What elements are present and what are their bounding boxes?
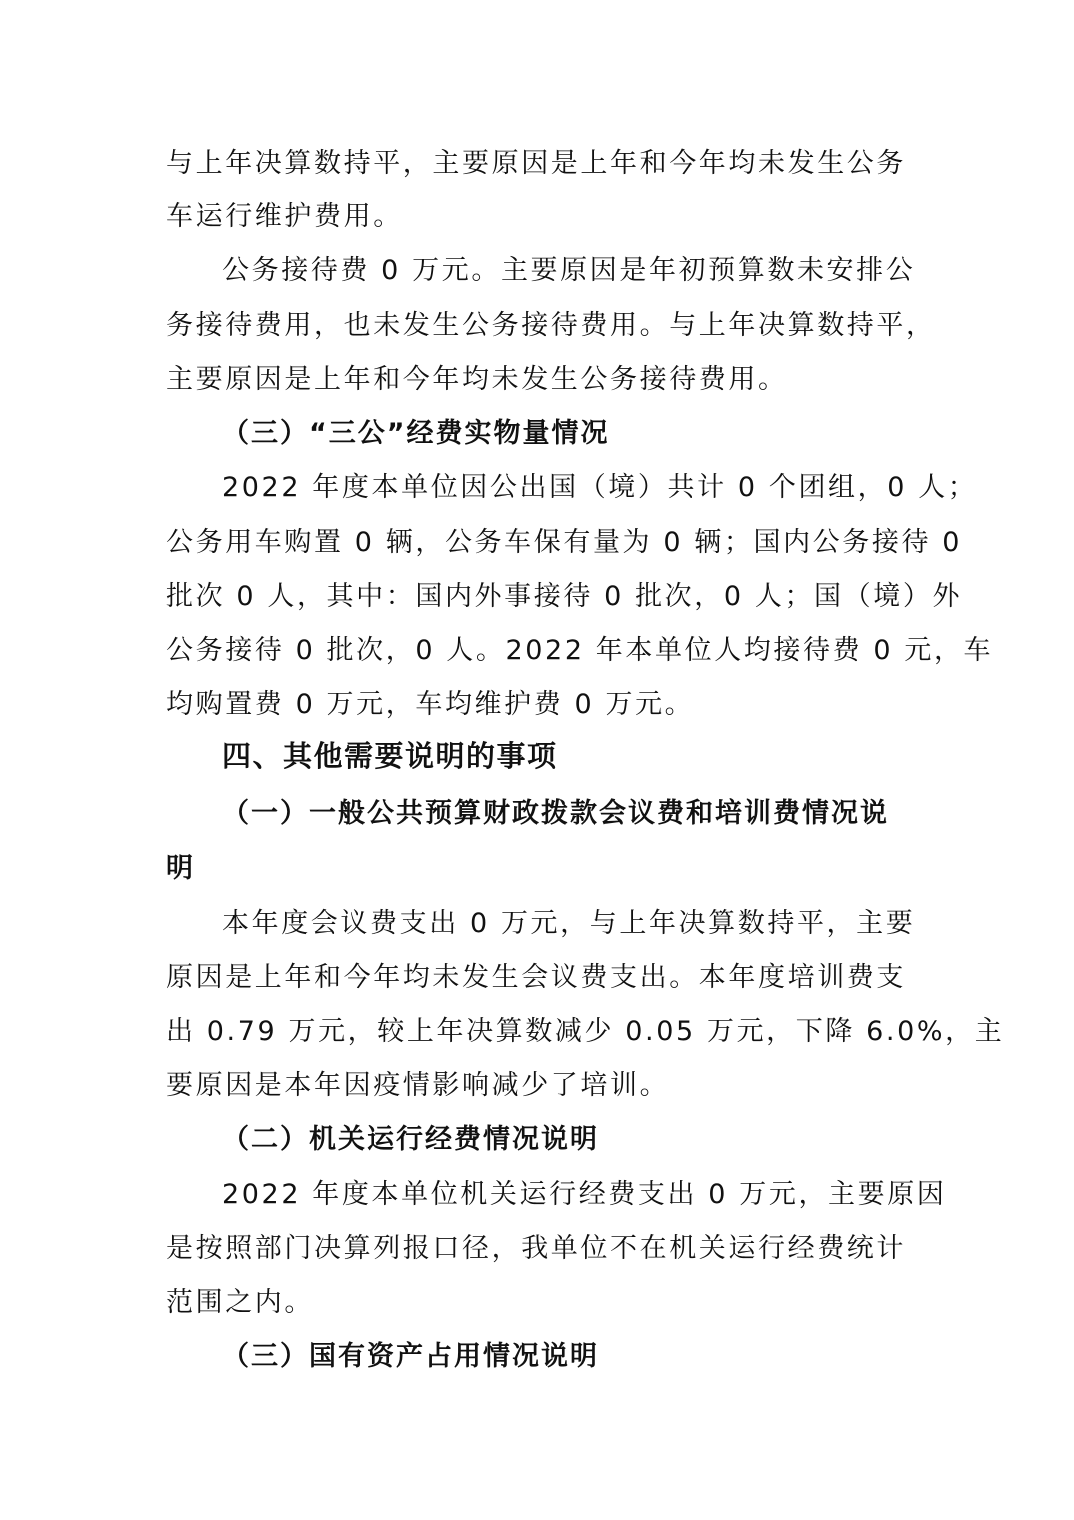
text-line: 均购置费 0 万元，车均维护费 0 万元。 — [166, 689, 695, 720]
text-line: 公务用车购置 0 辆，公务车保有量为 0 辆；国内公务接待 0 — [166, 527, 963, 558]
text-line: 主要原因是上年和今年均未发生公务接待费用。 — [166, 364, 788, 395]
text-line: 要原因是本年因疫情影响减少了培训。 — [166, 1070, 670, 1101]
text-line: 公务接待费 0 万元。主要原因是年初预算数未安排公 — [222, 255, 916, 286]
section-heading-other-matters: 四、其他需要说明的事项 — [222, 739, 558, 773]
text-line: 2022 年度本单位机关运行经费支出 0 万元，主要原因 — [222, 1179, 947, 1210]
subheading-sangong-physical: （三）“三公”经费实物量情况 — [222, 418, 610, 449]
text-line: 是按照部门决算列报口径，我单位不在机关运行经费统计 — [166, 1233, 906, 1264]
text-line: 原因是上年和今年均未发生会议费支出。本年度培训费支 — [166, 962, 906, 993]
subheading-meeting-training-cont: 明 — [166, 853, 195, 884]
text-line: 范围之内。 — [166, 1287, 314, 1318]
text-line: 2022 年度本单位因公出国（境）共计 0 个团组，0 人； — [222, 472, 978, 503]
text-line: 本年度会议费支出 0 万元，与上年决算数持平，主要 — [222, 908, 916, 939]
text-line: 务接待费用，也未发生公务接待费用。与上年决算数持平， — [166, 310, 936, 341]
text-line: 出 0.79 万元，较上年决算数减少 0.05 万元，下降 6.0%，主 — [166, 1016, 1005, 1047]
subheading-meeting-training: （一）一般公共预算财政拨款会议费和培训费情况说 — [222, 798, 889, 829]
text-line: 车运行维护费用。 — [166, 201, 403, 232]
subheading-state-assets: （三）国有资产占用情况说明 — [222, 1341, 599, 1372]
text-line: 与上年决算数持平，主要原因是上年和今年均未发生公务 — [166, 148, 906, 179]
text-line: 公务接待 0 批次，0 人。2022 年本单位人均接待费 0 元，车 — [166, 635, 994, 666]
subheading-agency-operating: （二）机关运行经费情况说明 — [222, 1124, 599, 1155]
text-line: 批次 0 人，其中：国内外事接待 0 批次，0 人；国（境）外 — [166, 581, 963, 612]
